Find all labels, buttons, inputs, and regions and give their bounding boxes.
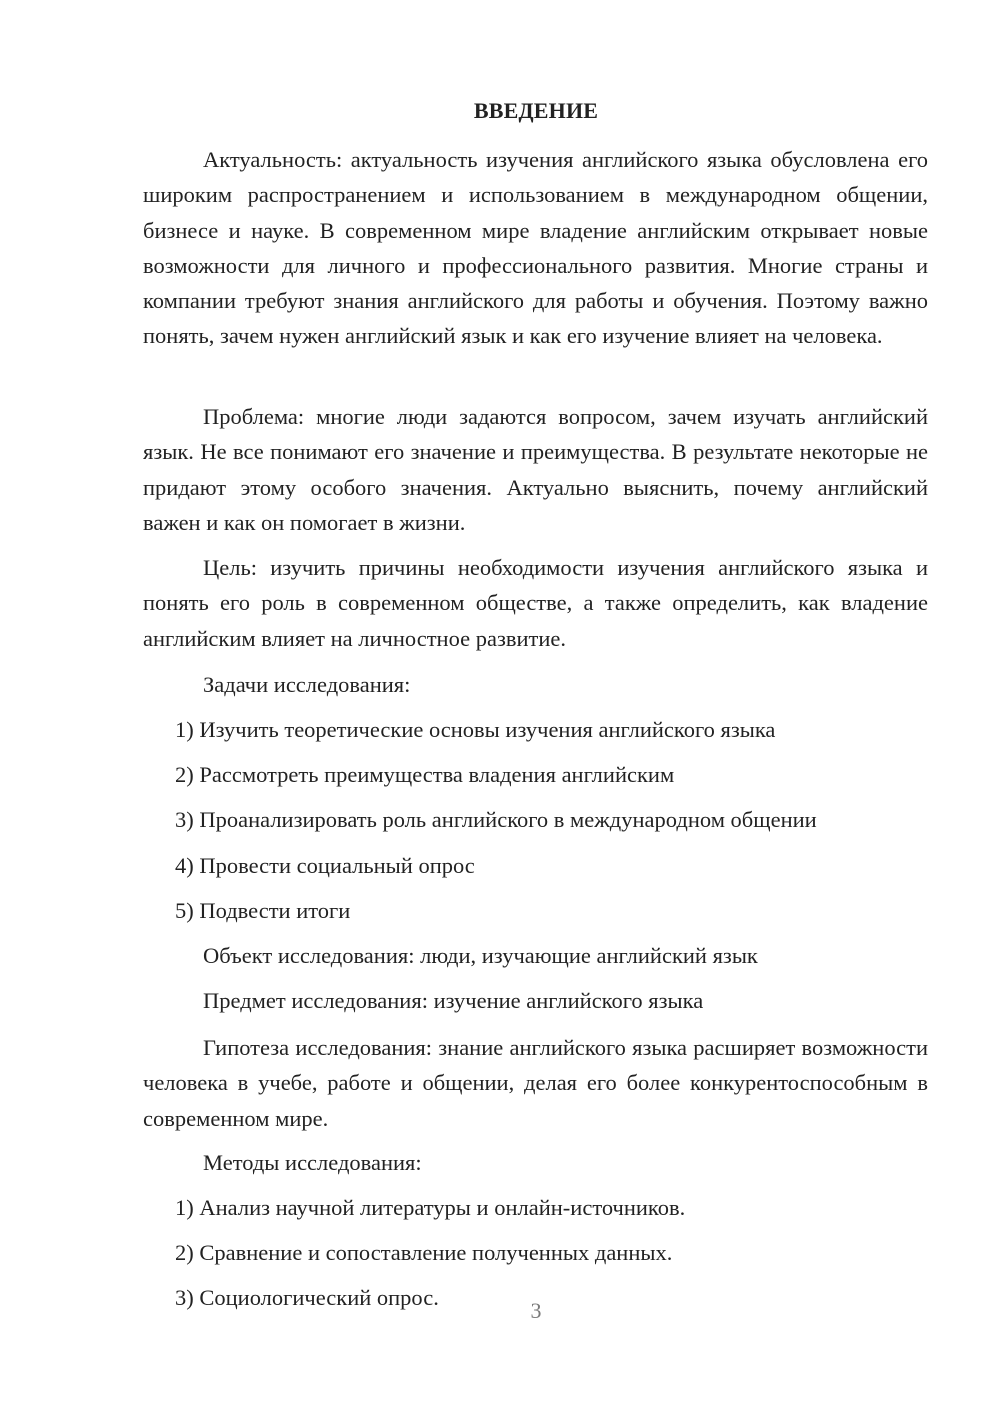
method-item: 1) Анализ научной литературы и онлайн-источников. — [175, 1195, 686, 1220]
research-object: Объект исследования: люди, изучающие английский язык — [203, 943, 758, 968]
page-title: ВВЕДЕНИЕ — [473, 98, 599, 123]
task-item: 4) Провести социальный опрос — [175, 853, 475, 878]
task-item: 5) Подвести итоги — [175, 898, 351, 923]
hypothesis-paragraph: Гипотеза исследования: знание английского языка расширяет возможности человека в учебе, работе и общении, делая его более конкурентоспособным в современном мире. — [143, 1035, 928, 1131]
methods-heading: Методы исследования: — [203, 1150, 422, 1175]
method-item: 3) Социологический опрос. — [175, 1285, 439, 1310]
relevance-paragraph: Актуальность: актуальность изучения английского языка обусловлена его широким распространением и использованием в международном общении, бизнесе и науке. В современном мире владение английским открывает новые возможности для личного и профессионального развития. Многие страны и компании требуют знания английского для работы и обучения. Поэтому важно понять, зачем нужен английский язык и как его изучение влияет на человека. — [143, 147, 928, 349]
problem-paragraph: Проблема: многие люди задаются вопросом, зачем изучать английский язык. Не все понимают его значение и преимущества. В результате некоторые не придают этому особого значения. Актуально выяснить, почему английский важен и как он помогает в жизни. — [143, 404, 928, 535]
tasks-heading: Задачи исследования: — [203, 672, 411, 697]
page-number: 3 — [530, 1298, 542, 1323]
method-item: 2) Сравнение и сопоставление полученных данных. — [175, 1240, 673, 1265]
task-item: 1) Изучить теоретические основы изучения английского языка — [175, 717, 776, 742]
goal-paragraph: Цель: изучить причины необходимости изучения английского языка и понять его роль в современном обществе, а также определить, как владение английским влияет на личностное развитие. — [143, 555, 928, 651]
research-subject: Предмет исследования: изучение английского языка — [203, 988, 704, 1013]
task-item: 2) Рассмотреть преимущества владения английским — [175, 762, 675, 787]
task-item: 3) Проанализировать роль английского в международном общении — [175, 807, 817, 832]
